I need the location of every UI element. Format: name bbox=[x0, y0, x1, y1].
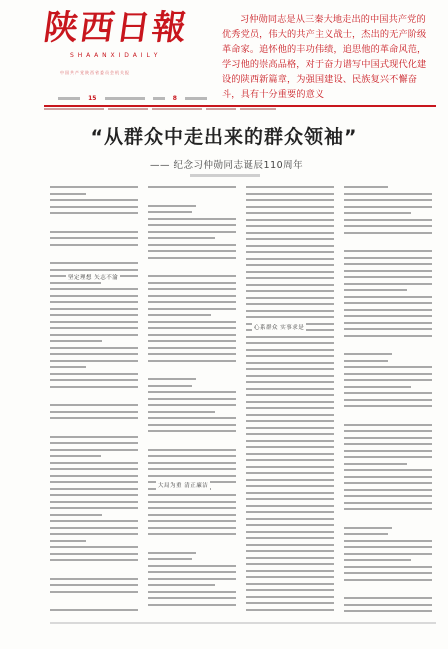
text-line bbox=[344, 335, 432, 337]
text-line bbox=[344, 463, 407, 465]
text-line bbox=[246, 212, 334, 214]
text-line bbox=[344, 399, 432, 401]
masthead bbox=[0, 0, 448, 118]
text-line bbox=[148, 237, 215, 239]
text-line bbox=[50, 527, 138, 529]
text-line bbox=[50, 295, 138, 297]
text-line bbox=[50, 494, 138, 496]
text-line bbox=[344, 276, 432, 278]
text-line bbox=[246, 342, 334, 344]
text-line bbox=[344, 328, 432, 330]
text-line bbox=[344, 515, 432, 527]
text-line bbox=[50, 609, 138, 611]
date-badge: 15 bbox=[88, 95, 97, 102]
text-line bbox=[50, 488, 138, 490]
text-line bbox=[148, 257, 236, 259]
text-line bbox=[246, 303, 334, 305]
text-line bbox=[246, 277, 334, 279]
text-line bbox=[344, 456, 432, 458]
text-line bbox=[344, 495, 432, 497]
text-line bbox=[50, 231, 138, 233]
text-line bbox=[50, 308, 138, 310]
text-line bbox=[344, 219, 432, 221]
text-line bbox=[246, 271, 334, 273]
text-line bbox=[246, 368, 334, 370]
text-line bbox=[246, 466, 334, 468]
text-line bbox=[246, 446, 334, 448]
text-line bbox=[50, 559, 138, 561]
text-line bbox=[344, 572, 432, 574]
text-line bbox=[148, 347, 236, 349]
text-line bbox=[246, 505, 334, 507]
text-line bbox=[50, 219, 138, 231]
text-line bbox=[344, 366, 432, 368]
text-line bbox=[344, 476, 432, 478]
text-line bbox=[148, 244, 236, 246]
text-line bbox=[246, 550, 334, 552]
text-line bbox=[344, 585, 432, 597]
body-column-2 bbox=[148, 186, 236, 616]
text-line bbox=[148, 321, 236, 323]
text-line bbox=[344, 360, 388, 362]
text-line bbox=[148, 475, 236, 477]
text-line bbox=[148, 186, 236, 188]
text-line bbox=[246, 427, 334, 429]
text-line bbox=[148, 552, 196, 554]
text-line bbox=[246, 453, 334, 455]
text-line bbox=[50, 206, 138, 208]
text-line bbox=[148, 366, 236, 378]
text-line bbox=[246, 511, 334, 513]
text-line bbox=[246, 232, 334, 234]
text-line bbox=[246, 225, 334, 227]
text-line bbox=[50, 340, 102, 342]
text-line bbox=[148, 424, 236, 426]
text-line bbox=[344, 379, 432, 381]
text-line bbox=[344, 482, 432, 484]
text-line bbox=[246, 206, 334, 208]
text-line bbox=[344, 373, 432, 375]
text-line bbox=[246, 258, 334, 260]
section-heading-1: 坚定理想 矢志不渝 bbox=[66, 272, 120, 282]
text-line bbox=[344, 597, 432, 599]
text-line bbox=[246, 388, 334, 390]
text-line bbox=[148, 449, 236, 451]
text-line bbox=[148, 411, 215, 413]
text-line bbox=[50, 301, 138, 303]
text-line bbox=[148, 597, 236, 599]
text-line bbox=[246, 316, 334, 318]
text-line bbox=[246, 375, 334, 377]
text-line bbox=[344, 206, 432, 208]
text-line bbox=[344, 315, 432, 317]
text-line bbox=[50, 334, 138, 336]
text-line bbox=[148, 250, 236, 252]
text-line bbox=[246, 401, 334, 403]
text-line bbox=[148, 334, 236, 336]
text-line bbox=[148, 455, 236, 457]
text-line bbox=[50, 379, 138, 381]
text-line bbox=[344, 553, 432, 555]
text-line bbox=[50, 366, 86, 368]
text-line bbox=[246, 570, 334, 572]
text-line bbox=[50, 212, 138, 214]
text-line bbox=[50, 578, 138, 580]
text-line bbox=[50, 501, 138, 503]
text-line bbox=[246, 193, 334, 195]
text-line bbox=[50, 597, 138, 609]
text-line bbox=[148, 591, 236, 593]
text-line bbox=[50, 514, 102, 516]
text-line bbox=[246, 544, 334, 546]
text-line bbox=[246, 472, 334, 474]
text-line bbox=[50, 244, 138, 246]
text-line bbox=[148, 571, 236, 573]
text-line bbox=[50, 186, 138, 188]
text-line bbox=[148, 385, 192, 387]
text-line bbox=[344, 546, 432, 548]
text-line bbox=[344, 232, 432, 234]
text-line bbox=[246, 602, 334, 604]
text-line bbox=[246, 186, 334, 188]
article-subhead: —— 纪念习仲勋同志诞辰110周年 bbox=[150, 160, 304, 171]
text-line bbox=[50, 417, 138, 419]
text-line bbox=[148, 604, 236, 606]
text-line bbox=[344, 437, 432, 439]
text-line bbox=[50, 237, 138, 239]
text-line bbox=[344, 559, 411, 561]
text-line bbox=[344, 250, 432, 252]
text-line bbox=[344, 412, 432, 424]
text-line bbox=[148, 501, 236, 503]
info-text bbox=[58, 97, 80, 100]
text-line bbox=[246, 245, 334, 247]
text-line bbox=[148, 218, 236, 220]
text-line bbox=[50, 250, 138, 262]
text-line bbox=[344, 296, 432, 298]
text-line bbox=[50, 347, 138, 349]
text-line bbox=[246, 440, 334, 442]
text-line bbox=[50, 507, 138, 509]
text-line bbox=[344, 341, 432, 353]
text-line bbox=[50, 327, 138, 329]
text-line bbox=[246, 362, 334, 364]
text-line bbox=[344, 489, 432, 491]
text-line bbox=[148, 378, 196, 380]
text-line bbox=[246, 284, 334, 286]
text-line bbox=[50, 520, 138, 522]
page-badge: 8 bbox=[172, 95, 177, 102]
issue-info-bar bbox=[58, 88, 228, 102]
text-line bbox=[246, 524, 334, 526]
info-text bbox=[153, 97, 165, 100]
text-line bbox=[148, 224, 236, 226]
text-line bbox=[148, 468, 236, 470]
text-line bbox=[148, 314, 211, 316]
text-line bbox=[246, 609, 334, 611]
text-line bbox=[344, 353, 392, 355]
text-line bbox=[344, 405, 432, 407]
text-line bbox=[148, 584, 215, 586]
text-line bbox=[344, 533, 388, 535]
text-line bbox=[344, 309, 432, 311]
masthead-quote: 习仲勋同志是从三秦大地走出的中国共产党的优秀党员，伟大的共产主义战士，杰出的无产阶级革命家。追怀他的丰功伟绩，追思他的革命风范，学习他的崇高品格，对于奋力谱写中国式现代化建设的陕西新篇章，为强国建设、民族复兴不懈奋斗，具有十分重要的意义 bbox=[222, 14, 427, 100]
text-line bbox=[246, 238, 334, 240]
body-column-4 bbox=[344, 186, 432, 616]
text-line bbox=[50, 591, 138, 593]
masthead-red-rule bbox=[44, 105, 436, 107]
text-line bbox=[344, 527, 392, 529]
text-line bbox=[50, 404, 138, 406]
text-line bbox=[50, 436, 138, 438]
text-line bbox=[50, 193, 86, 195]
text-line bbox=[148, 507, 236, 509]
text-line bbox=[50, 321, 138, 323]
text-line bbox=[344, 386, 411, 388]
text-line bbox=[148, 340, 236, 342]
text-line bbox=[246, 297, 334, 299]
newspaper-logo: 陕西日報 bbox=[41, 8, 191, 48]
text-line bbox=[50, 468, 138, 470]
text-line bbox=[148, 610, 236, 616]
text-line bbox=[148, 417, 236, 419]
text-line bbox=[50, 546, 138, 548]
text-line bbox=[344, 199, 432, 201]
logo-tagline: 中国共产党陕西省委员会机关报 bbox=[60, 70, 130, 75]
text-line bbox=[246, 394, 334, 396]
text-line bbox=[246, 563, 334, 565]
text-line bbox=[148, 398, 236, 400]
text-line bbox=[246, 531, 334, 533]
text-line bbox=[50, 360, 138, 362]
text-line bbox=[50, 533, 138, 535]
text-line bbox=[246, 219, 334, 221]
text-line bbox=[50, 288, 138, 290]
text-line bbox=[148, 205, 196, 207]
text-line bbox=[344, 257, 432, 259]
text-line bbox=[246, 596, 334, 598]
text-line bbox=[344, 270, 432, 272]
text-line bbox=[344, 604, 432, 606]
body-column-1 bbox=[50, 186, 138, 616]
text-line bbox=[50, 442, 138, 444]
text-line bbox=[148, 514, 236, 516]
text-line bbox=[246, 557, 334, 559]
text-line bbox=[148, 533, 236, 535]
text-line bbox=[50, 584, 138, 586]
text-line bbox=[50, 616, 138, 617]
text-line bbox=[148, 494, 236, 496]
text-line bbox=[50, 475, 138, 477]
text-line bbox=[148, 353, 236, 355]
article-headline: “从群众中走出来的群众领袖” bbox=[90, 126, 358, 148]
text-line bbox=[344, 283, 432, 285]
text-line bbox=[344, 430, 432, 432]
text-line bbox=[50, 455, 101, 457]
text-line bbox=[148, 565, 236, 567]
text-line bbox=[344, 502, 432, 504]
text-line bbox=[246, 589, 334, 591]
text-line bbox=[344, 392, 432, 394]
text-line bbox=[344, 424, 432, 426]
text-line bbox=[148, 360, 236, 362]
text-line bbox=[246, 355, 334, 357]
text-line bbox=[246, 336, 334, 338]
masthead-subline bbox=[44, 108, 436, 113]
text-line bbox=[246, 485, 334, 487]
text-line bbox=[344, 302, 432, 304]
text-line bbox=[246, 518, 334, 520]
text-line bbox=[246, 576, 334, 578]
text-line bbox=[246, 349, 334, 351]
text-line bbox=[344, 322, 432, 324]
logo-subtitle: S H A A N X I D A I L Y bbox=[70, 52, 159, 59]
info-text bbox=[185, 97, 207, 100]
text-line bbox=[148, 540, 236, 552]
text-line bbox=[246, 498, 334, 500]
text-line bbox=[148, 520, 236, 522]
text-line bbox=[344, 469, 432, 471]
text-line bbox=[148, 527, 236, 529]
text-line bbox=[50, 462, 138, 464]
text-line bbox=[50, 392, 138, 404]
text-line bbox=[246, 537, 334, 539]
text-line bbox=[50, 353, 138, 355]
text-line bbox=[148, 193, 236, 205]
text-line bbox=[344, 540, 432, 542]
text-line bbox=[344, 193, 432, 195]
text-line bbox=[246, 479, 334, 481]
text-line bbox=[344, 566, 432, 568]
text-line bbox=[148, 275, 236, 277]
text-line bbox=[148, 263, 236, 275]
text-line bbox=[344, 238, 432, 250]
text-line bbox=[246, 381, 334, 383]
text-line bbox=[50, 411, 138, 413]
text-line bbox=[148, 308, 236, 310]
text-line bbox=[246, 310, 334, 312]
text-line bbox=[246, 414, 334, 416]
text-line bbox=[344, 579, 432, 581]
text-line bbox=[148, 437, 236, 449]
text-line bbox=[246, 420, 334, 422]
body-column-3 bbox=[246, 186, 334, 616]
text-line bbox=[246, 459, 334, 461]
text-line bbox=[50, 553, 138, 555]
text-line bbox=[148, 578, 236, 580]
text-line bbox=[50, 424, 138, 436]
page-footer-rule bbox=[50, 622, 436, 624]
text-line bbox=[344, 212, 411, 214]
text-line bbox=[148, 462, 236, 464]
text-line bbox=[344, 443, 432, 445]
text-line bbox=[50, 449, 138, 451]
text-line bbox=[344, 508, 432, 510]
article-body bbox=[50, 186, 436, 616]
text-line bbox=[246, 264, 334, 266]
text-line bbox=[344, 610, 432, 612]
text-line bbox=[50, 373, 138, 375]
text-line bbox=[50, 540, 86, 542]
text-line bbox=[246, 492, 334, 494]
text-line bbox=[148, 404, 236, 406]
text-line bbox=[246, 433, 334, 435]
text-line bbox=[344, 186, 388, 188]
text-line bbox=[50, 566, 138, 578]
text-line bbox=[344, 450, 432, 452]
text-line bbox=[344, 225, 432, 227]
text-line bbox=[148, 282, 236, 284]
section-heading-3: 大局为重 清正廉洁 bbox=[156, 480, 210, 490]
text-line bbox=[50, 262, 138, 264]
text-line bbox=[246, 199, 334, 201]
text-line bbox=[50, 269, 138, 271]
text-line bbox=[148, 430, 236, 432]
text-line bbox=[50, 199, 138, 201]
text-line bbox=[344, 263, 432, 265]
text-line bbox=[344, 289, 407, 291]
text-line bbox=[246, 290, 334, 292]
byline bbox=[190, 174, 260, 177]
text-line bbox=[148, 211, 192, 213]
text-line bbox=[246, 583, 334, 585]
text-line bbox=[148, 391, 236, 393]
section-heading-2: 心系群众 实事求是 bbox=[252, 322, 306, 332]
text-line bbox=[148, 558, 192, 560]
text-line bbox=[148, 295, 236, 297]
text-line bbox=[246, 407, 334, 409]
text-line bbox=[148, 288, 236, 290]
text-line bbox=[50, 481, 138, 483]
text-line bbox=[148, 231, 236, 233]
text-line bbox=[148, 327, 236, 329]
text-line bbox=[148, 301, 236, 303]
info-text bbox=[105, 97, 145, 100]
text-line bbox=[50, 314, 138, 316]
text-line bbox=[50, 386, 138, 388]
text-line bbox=[246, 251, 334, 253]
